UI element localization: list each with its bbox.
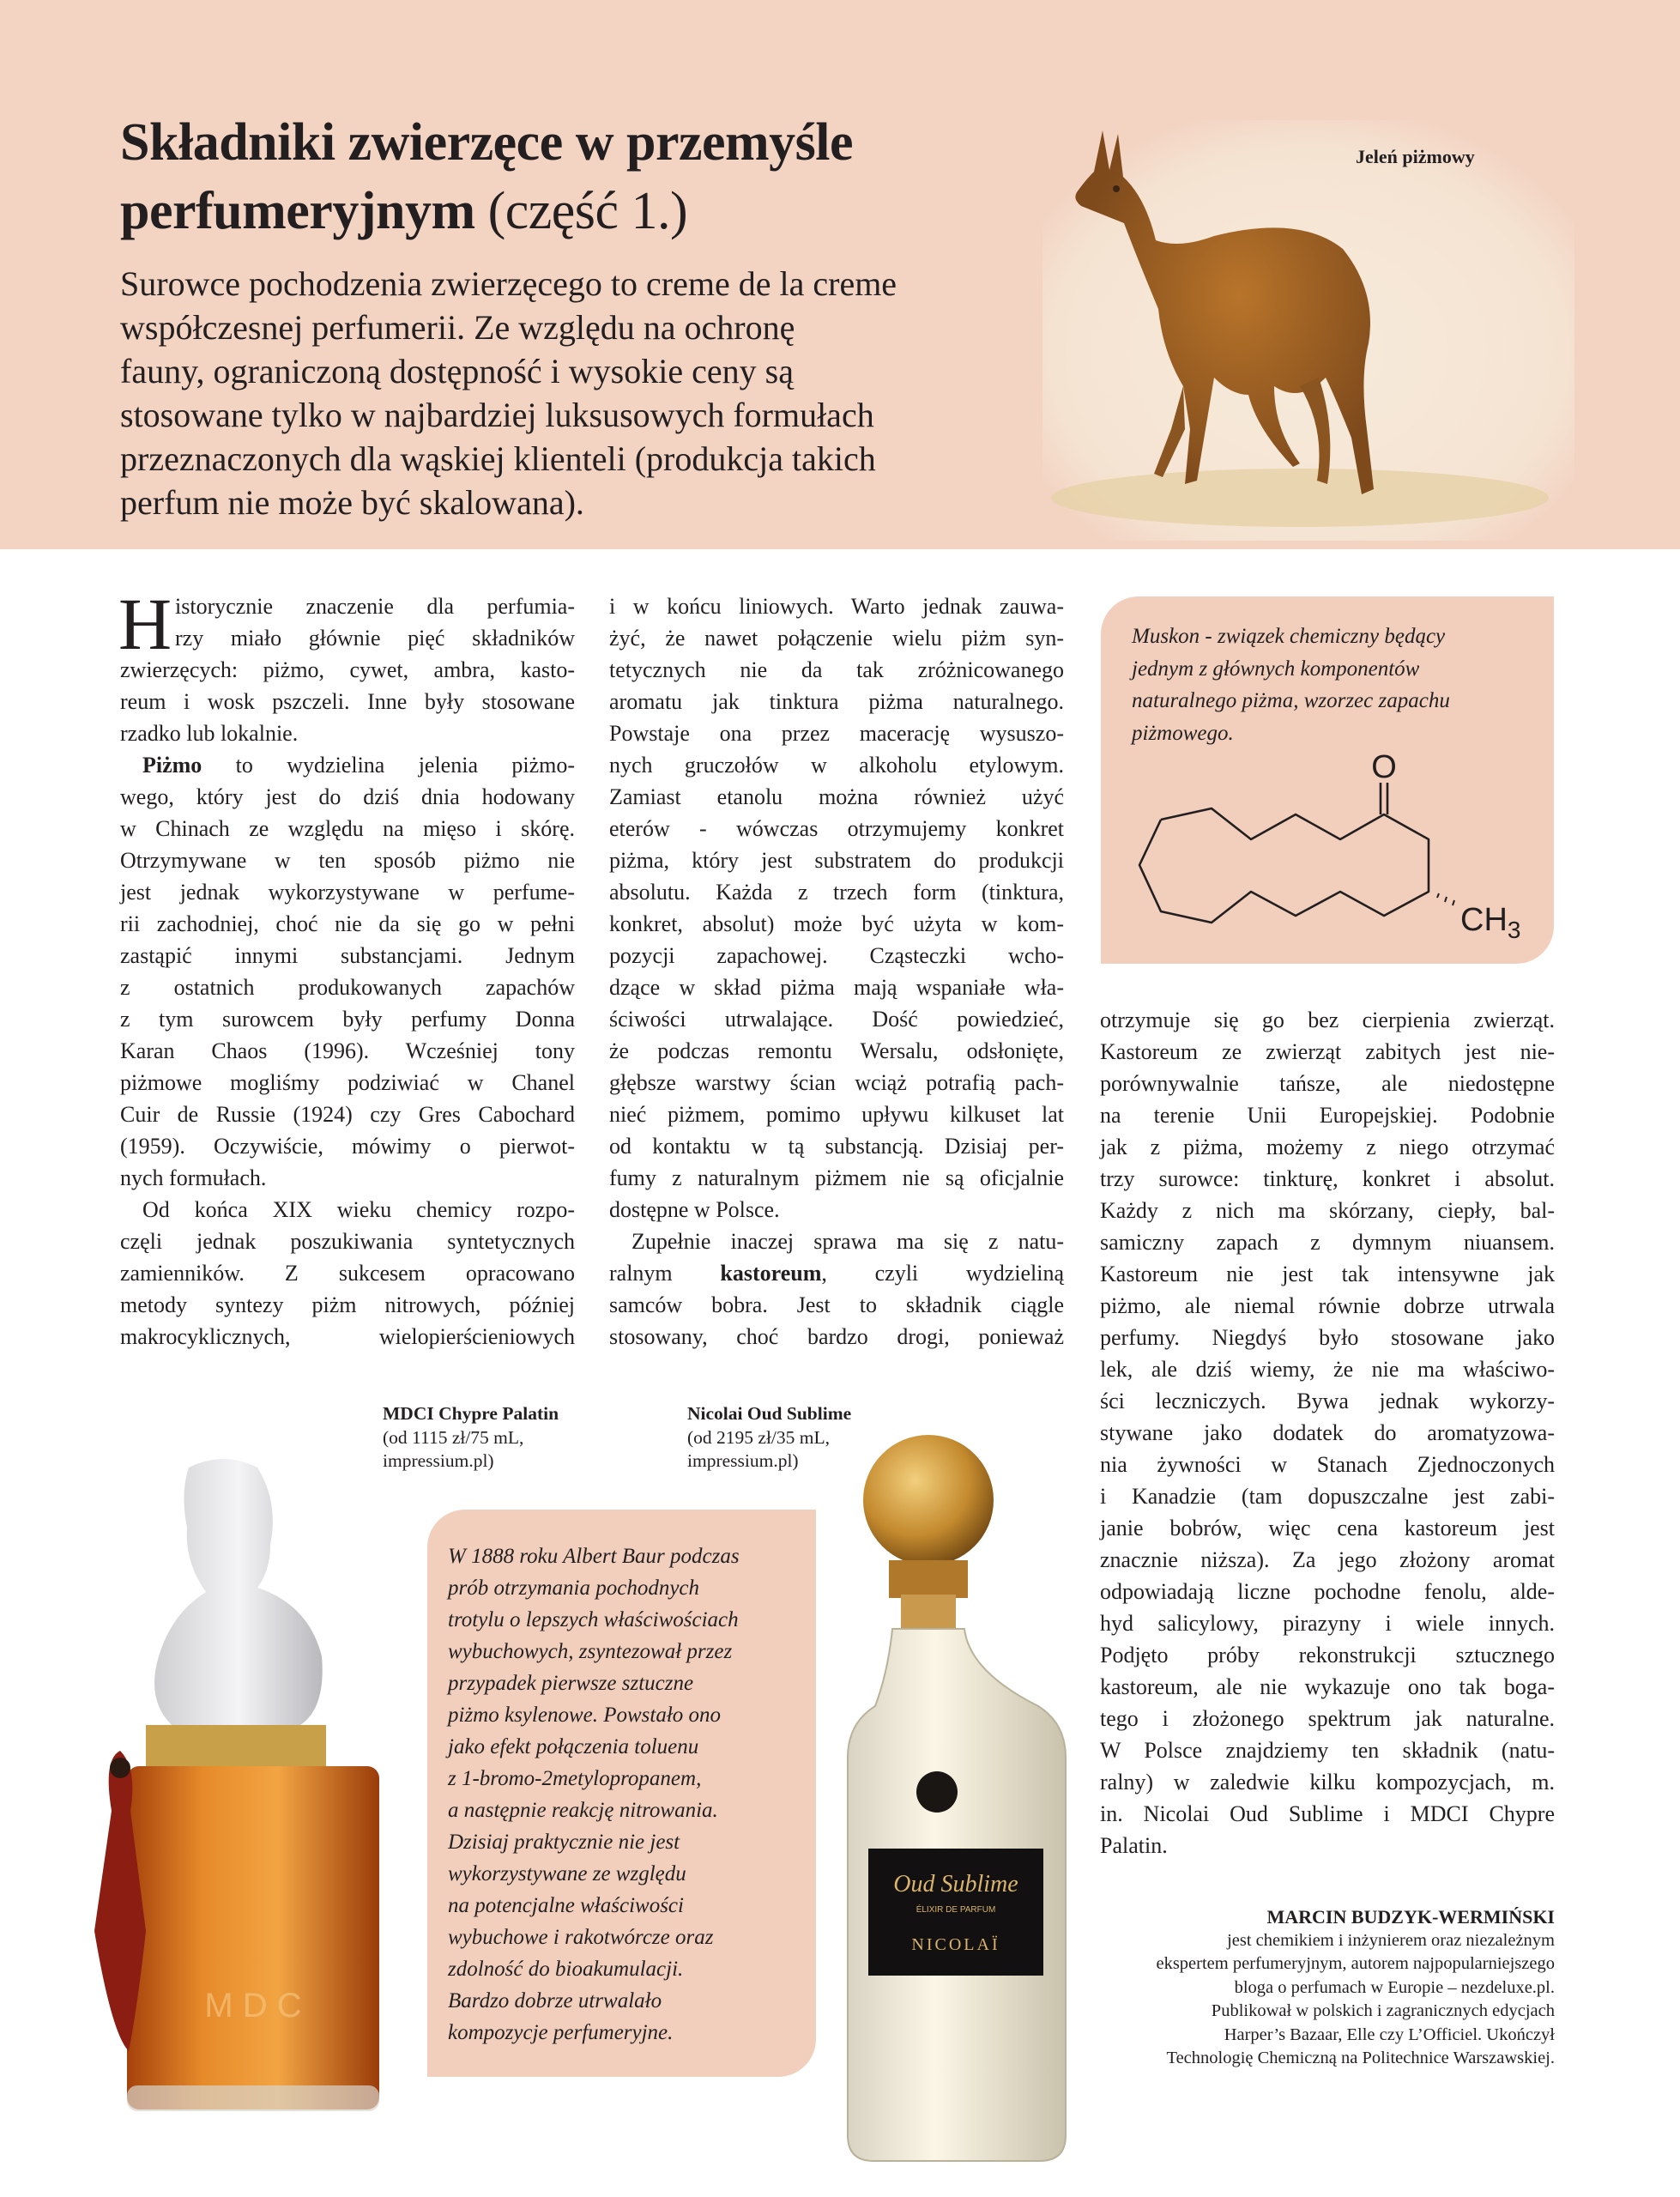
line-text: makrocyklicznych, wielopierścieniowych	[120, 1324, 575, 1349]
box-line: przypadek pierwsze sztuczne	[448, 1672, 694, 1695]
line-text: Kastoreum nie jest tak intensywne jak	[1100, 1262, 1555, 1286]
text-line	[120, 781, 575, 813]
box-line: wybuchowe i rakotwórcze oraz	[448, 1926, 714, 1949]
line-text: Karan Chaos (1996). Wcześniej tony	[120, 1038, 575, 1063]
text-line	[1100, 1830, 1555, 1861]
text-line	[120, 749, 575, 781]
line-text: trzy surowce: tinkturę, konkret i absolut.	[1100, 1166, 1555, 1191]
bold-term: kastoreum	[720, 1261, 822, 1286]
text-line	[120, 1067, 575, 1098]
text-line	[1100, 1099, 1555, 1131]
box-line: wybuchowych, zsyntezował przez	[448, 1640, 733, 1663]
line-text: eterów - wówczas otrzymujemy konkret	[609, 816, 1064, 841]
line-text: od kontaktu w tą substancją. Dzisiaj per-	[609, 1134, 1064, 1159]
text-line	[609, 1130, 1064, 1162]
text-line	[1100, 1480, 1555, 1512]
box-line: wykorzystywane ze względu	[448, 1862, 686, 1885]
line-text: częli jednak poszukiwania syntetycznych	[120, 1229, 575, 1254]
line-text: nych gruczołów w alkoholu etylowym.	[609, 753, 1064, 778]
line-text: Cuir de Russie (1924) czy Gres Cabochard	[120, 1102, 575, 1127]
article-column-3	[1100, 1004, 1555, 1861]
line-text: jak z piżma, możemy z niego otrzymać	[1100, 1135, 1555, 1159]
label-title: Oud Sublime	[893, 1871, 1018, 1897]
line-text: otrzymuje się go bez cierpienia zwierząt.	[1100, 1008, 1555, 1032]
line-text: znacznie niższa). Za jego złożony aromat	[1100, 1547, 1555, 1572]
text-line	[609, 1162, 1064, 1194]
text-line	[609, 876, 1064, 908]
line-text: Powstaje ona przez macerację wysuszo-	[609, 721, 1064, 746]
line-text: i w końcu liniowych. Warto jednak zauwa-	[609, 594, 1064, 619]
line-text: piżmo, ale niemal równie dobrze utrwala	[1100, 1293, 1555, 1318]
product-price: (od 2195 zł/35 mL,	[687, 1426, 831, 1448]
line-text: to wydzielina jelenia piżmo-	[202, 753, 575, 778]
text-line	[1100, 1449, 1555, 1480]
line-text: w Chinach ze względu na mięso i skórę.	[120, 816, 575, 841]
text-line	[1100, 1607, 1555, 1639]
box-line: trotylu o lepszych właściwościach	[448, 1608, 739, 1631]
text-line	[609, 971, 1064, 1003]
box-line: zdolność do bioakumulacji.	[448, 1958, 684, 1981]
box-line: z 1-bromo-2metylopropanem,	[448, 1767, 702, 1790]
drop-cap: H	[118, 583, 172, 665]
text-line	[609, 654, 1064, 686]
line-text: zamienników. Z sukcesem opracowano	[120, 1261, 575, 1286]
text-line	[1100, 1766, 1555, 1798]
bio-line: Technologię Chemiczną na Politechnice Warszawskiej.	[1166, 2049, 1555, 2067]
product-name: Nicolai Oud Sublime	[687, 1403, 852, 1424]
history-sidebar-box	[427, 1510, 816, 2077]
box-line: jako efekt połączenia toluenu	[448, 1735, 699, 1758]
line-text: W Polsce znajdziemy ten składnik (natu-	[1100, 1738, 1555, 1763]
text-line	[609, 781, 1064, 813]
line-text: samców bobra. Jest to składnik ciągle	[609, 1292, 1064, 1317]
line-text: janie bobrów, więc cena kastoreum jest	[1100, 1516, 1555, 1540]
muskon-sidebar-box	[1101, 596, 1554, 964]
methyl-label: $CH_3$	[1460, 902, 1521, 943]
text-line	[120, 686, 575, 717]
text-line	[120, 1130, 575, 1162]
line-text: stosowany, choć bardzo drogi, ponieważ	[609, 1324, 1064, 1349]
line-text: (1959). Oczywiście, mówimy o pierwot-	[120, 1134, 575, 1159]
text-line	[609, 1194, 1064, 1226]
line-text: że podczas remontu Wersalu, odsłonięte,	[609, 1038, 1064, 1063]
line-text: i Kanadzie (tam dopuszczalne jest zabi-	[1100, 1484, 1555, 1509]
line-text: tego i złożonego spektrum jak naturalne.	[1100, 1706, 1555, 1731]
line-text: istorycznie znaczenie dla perfumia-	[175, 594, 575, 619]
text-line	[609, 1003, 1064, 1035]
line-text: Każdy z nich ma skórzany, ciepły, bal-	[1100, 1198, 1555, 1223]
text-line	[609, 1226, 1064, 1257]
article-column-1	[118, 583, 575, 1353]
line-text: ści leczniczych. Bywa jednak wykorzy-	[1100, 1389, 1555, 1413]
text-line	[609, 813, 1064, 844]
line-text: zastąpić innymi substancjami. Jednym	[120, 943, 575, 968]
lead-line: współczesnej perfumerii. Ze względu na ochronę	[120, 308, 795, 347]
line-text: żyć, że nawet połączenie wielu piżm syn-	[609, 626, 1064, 651]
line-text: odpowiadają liczne pochodne fenolu, alde-	[1100, 1579, 1555, 1604]
text-line	[120, 1035, 575, 1067]
line-text: fumy z naturalnym piżmem nie są oficjalnie	[609, 1165, 1064, 1190]
text-line	[120, 622, 575, 654]
line-text: rzy miało głównie pięć składników	[175, 626, 575, 651]
product-name: MDCI Chypre Palatin	[383, 1403, 559, 1424]
product-shop: impressium.pl)	[383, 1450, 494, 1471]
text-line	[609, 844, 1064, 876]
line-text: pozycji zapachowej. Cząsteczki wcho-	[609, 943, 1064, 968]
article-lead	[120, 262, 1030, 524]
title-part-label: (część 1.)	[474, 182, 688, 240]
line-text: absolutu. Każda z trzech form (tinktura,	[609, 880, 1064, 905]
bio-line: jest chemikiem i inżynierem oraz niezależnym	[1227, 1930, 1555, 1950]
text-line	[1100, 1385, 1555, 1417]
text-line	[120, 1257, 575, 1289]
text-line	[120, 590, 575, 622]
line-text: in. Nicolai Oud Sublime i MDCI Chypre	[1100, 1801, 1555, 1826]
ring-bonds	[1139, 808, 1429, 923]
box-line: jednym z głównych komponentów	[1132, 657, 1420, 681]
line-text: rzadko lub lokalnie.	[120, 721, 299, 746]
line-text: piżma, który jest substratem do produkcji	[609, 848, 1064, 873]
line-text: metody syntezy piżm nitrowych, później	[120, 1292, 575, 1317]
box-line: W 1888 roku Albert Baur podczas	[448, 1545, 740, 1568]
text-line	[609, 908, 1064, 940]
text-line	[1100, 1671, 1555, 1703]
line-text: piżmowe mogliśmy podziwiać w Chanel	[120, 1070, 575, 1095]
box-line: piżmowego.	[1132, 721, 1234, 745]
image-caption: Jeleń piżmowy	[1356, 146, 1475, 167]
lead-line: stosowane tylko w najbardziej luksusowych formułach	[120, 396, 874, 434]
text-line	[1100, 1036, 1555, 1068]
box-line: a następnie reakcję nitrowania.	[448, 1799, 718, 1822]
text-line	[1100, 1798, 1555, 1830]
text-line	[120, 813, 575, 844]
text-line	[120, 654, 575, 686]
box-line: Dzisiaj praktycznie nie jest	[448, 1831, 680, 1854]
line-text: tetycznych nie da tak zróżnicowanego	[609, 657, 1064, 682]
box-line: kompozycje perfumeryjne.	[448, 2021, 674, 2044]
bio-line: ekspertem perfumeryjnym, autorem najpopularniejszego	[1156, 1954, 1555, 1973]
text-line	[609, 1035, 1064, 1067]
label-subtitle: ÉLIXIR DE PARFUM	[916, 1905, 996, 1915]
author-name: MARCIN BUDZYK-WERMIŃSKI	[1266, 1906, 1555, 1928]
text-line	[120, 1289, 575, 1321]
product-caption-mdci	[383, 1402, 559, 1474]
product-caption-nicolai	[687, 1402, 851, 1474]
line-text: Zupełnie inaczej sprawa ma się z natu-	[632, 1229, 1064, 1254]
text-line	[609, 940, 1064, 971]
line-text: dostępne w Polsce.	[609, 1197, 780, 1222]
line-text: Otrzymywane w ten sposób piżmo nie	[120, 848, 575, 873]
text-line	[1100, 1290, 1555, 1322]
text-line	[1100, 1734, 1555, 1766]
line-text: nych formułach.	[120, 1165, 267, 1190]
product-shop: impressium.pl)	[687, 1450, 799, 1471]
box-line: na potencjalne właściwości	[448, 1894, 684, 1917]
text-line	[1100, 1512, 1555, 1544]
lead-line: perfum nie może być skalowana).	[120, 483, 584, 522]
text-line	[1100, 1417, 1555, 1449]
text-line	[1100, 1004, 1555, 1036]
bio-line: Harper’s Bazaar, Elle czy L’Officiel. Ukończył	[1224, 2025, 1555, 2044]
line-text: zwierzęcych: piżmo, cywet, ambra, kasto-	[120, 657, 575, 682]
bottle-lettering: M D C	[204, 1987, 302, 2025]
line-text: Podjęto próby rekonstrukcji sztucznego	[1100, 1643, 1555, 1667]
text-line	[609, 1257, 1064, 1289]
text-line	[1100, 1068, 1555, 1099]
line-text: z tym surowcem były perfumy Donna	[120, 1007, 575, 1032]
box-line: naturalnego piżma, wzorzec zapachu	[1132, 689, 1450, 712]
title-line-2: perfumeryjnym	[120, 182, 475, 240]
title-line-1: Składniki zwierzęce w przemyśle	[120, 113, 854, 172]
box-line: Bardzo dobrze utrwalało	[448, 1989, 662, 2012]
line-text: jest jednak wykorzystywane w perfume-	[120, 880, 575, 905]
article-title	[120, 108, 1047, 245]
bio-line: bloga o perfumach w Europie – nezdeluxe.pl.	[1234, 1977, 1555, 1997]
baur-description	[448, 1540, 740, 2049]
text-line	[1100, 1576, 1555, 1607]
line-text: stywane jako dodatek do aromatyzowa-	[1100, 1420, 1555, 1445]
line-text: ralny) w zaledwie kilku kompozycjach, m.	[1100, 1770, 1555, 1795]
text-line	[120, 971, 575, 1003]
bio-line: Publikował w polskich i zagranicznych edycjach	[1211, 2001, 1555, 2020]
lead-line: fauny, ograniczoną dostępność i wysokie ceny są	[120, 352, 794, 390]
mdci-perfume-bottle	[86, 1450, 395, 2128]
box-line: piżmo ksylenowe. Powstało ono	[448, 1704, 722, 1727]
line-text: reum i wosk pszczeli. Inne były stosowane	[120, 689, 575, 714]
box-line: prób otrzymania pochodnych	[448, 1577, 700, 1600]
line-text: rii zachodniej, choć nie da się go w pełni	[120, 911, 575, 936]
line-text: kastoreum, ale nie wykazuje ono tak boga-	[1100, 1674, 1555, 1699]
text-line	[120, 908, 575, 940]
text-line	[1100, 1195, 1555, 1226]
text-line	[1100, 1226, 1555, 1258]
line-text: wego, który jest do dziś dnia hodowany	[120, 784, 575, 809]
oxygen-label: O	[1371, 749, 1397, 785]
line-text: Kastoreum ze zwierząt zabitych jest nie-	[1100, 1039, 1555, 1064]
text-line	[120, 1226, 575, 1257]
text-line	[609, 1098, 1064, 1130]
product-price: (od 1115 zł/75 mL,	[383, 1426, 524, 1448]
line-text: , czyli wydzieliną	[821, 1261, 1064, 1286]
label-brand: NICOLAÏ	[911, 1935, 1000, 1954]
text-line	[1100, 1703, 1555, 1734]
line-text: konkret, absolut) może być użyta w kom-	[609, 911, 1064, 936]
text-line	[120, 844, 575, 876]
line-text: perfumy. Niegdyś było stosowane jako	[1100, 1325, 1555, 1350]
text-line	[120, 1321, 575, 1353]
text-line	[120, 1162, 575, 1194]
line-text: Zamiast etanolu można również użyć	[609, 784, 1064, 809]
line-text: hyd salicylowy, pirazyny i wiele innych.	[1100, 1611, 1555, 1636]
author-bio	[1074, 1905, 1555, 2071]
text-line	[609, 1289, 1064, 1321]
text-line	[1100, 1353, 1555, 1385]
muscone-structure-diagram	[1101, 596, 1554, 964]
line-text: dzące w skład piżma mają wspaniałe wła-	[609, 975, 1064, 1000]
text-line	[120, 717, 575, 749]
text-line	[120, 876, 575, 908]
text-line	[609, 1321, 1064, 1353]
text-line	[120, 1003, 575, 1035]
line-text: ściwości utrwalające. Dość powiedzieć,	[609, 1007, 1064, 1032]
text-line	[609, 622, 1064, 654]
article-column-2	[609, 590, 1064, 1353]
line-text: porównywalnie tańsze, ale niedostępne	[1100, 1071, 1555, 1096]
line-text: ralnym	[609, 1261, 721, 1286]
text-line	[609, 686, 1064, 717]
text-line	[1100, 1258, 1555, 1290]
text-line	[120, 940, 575, 971]
text-line	[609, 749, 1064, 781]
text-line	[1100, 1639, 1555, 1671]
line-text: samiczny zapach z dymnym niuansem.	[1100, 1230, 1555, 1255]
line-text: aromatu jak tinktura piżma naturalnego.	[609, 689, 1064, 714]
line-text: z ostatnich produkowanych zapachów	[120, 975, 575, 1000]
line-text: nia żywności w Stanach Zjednoczonych	[1100, 1452, 1555, 1477]
musk-deer-illustration	[1042, 120, 1574, 541]
text-line	[1100, 1163, 1555, 1195]
text-line	[1100, 1131, 1555, 1163]
line-text: na terenie Unii Europejskiej. Podobnie	[1100, 1103, 1555, 1128]
box-line: Muskon - związek chemiczny będący	[1132, 625, 1446, 648]
bold-term: Piżmo	[142, 753, 202, 778]
hashed-bond	[1437, 893, 1454, 905]
text-line	[120, 1098, 575, 1130]
lead-line: Surowce pochodzenia zwierzęcego to creme de la creme	[120, 264, 897, 303]
line-text: nieć piżmem, pomimo upływu kilkuset lat	[609, 1102, 1064, 1127]
nicolai-perfume-bottle	[841, 1431, 1081, 2170]
text-line	[609, 717, 1064, 749]
line-text: lek, ale dziś wiemy, że nie ma właściwo-	[1100, 1357, 1555, 1382]
text-line	[609, 590, 1064, 622]
text-line	[1100, 1544, 1555, 1576]
line-text: głębsze warstwy ścian wciąż potrafią pach-	[609, 1070, 1064, 1095]
text-line	[120, 1194, 575, 1226]
line-text: Od końca XIX wieku chemicy rozpo-	[142, 1197, 575, 1222]
lead-line: przeznaczonych dla wąskiej klienteli (produkcja takich	[120, 439, 876, 478]
line-text: Palatin.	[1100, 1833, 1168, 1858]
text-line	[1100, 1322, 1555, 1353]
text-line	[609, 1067, 1064, 1098]
